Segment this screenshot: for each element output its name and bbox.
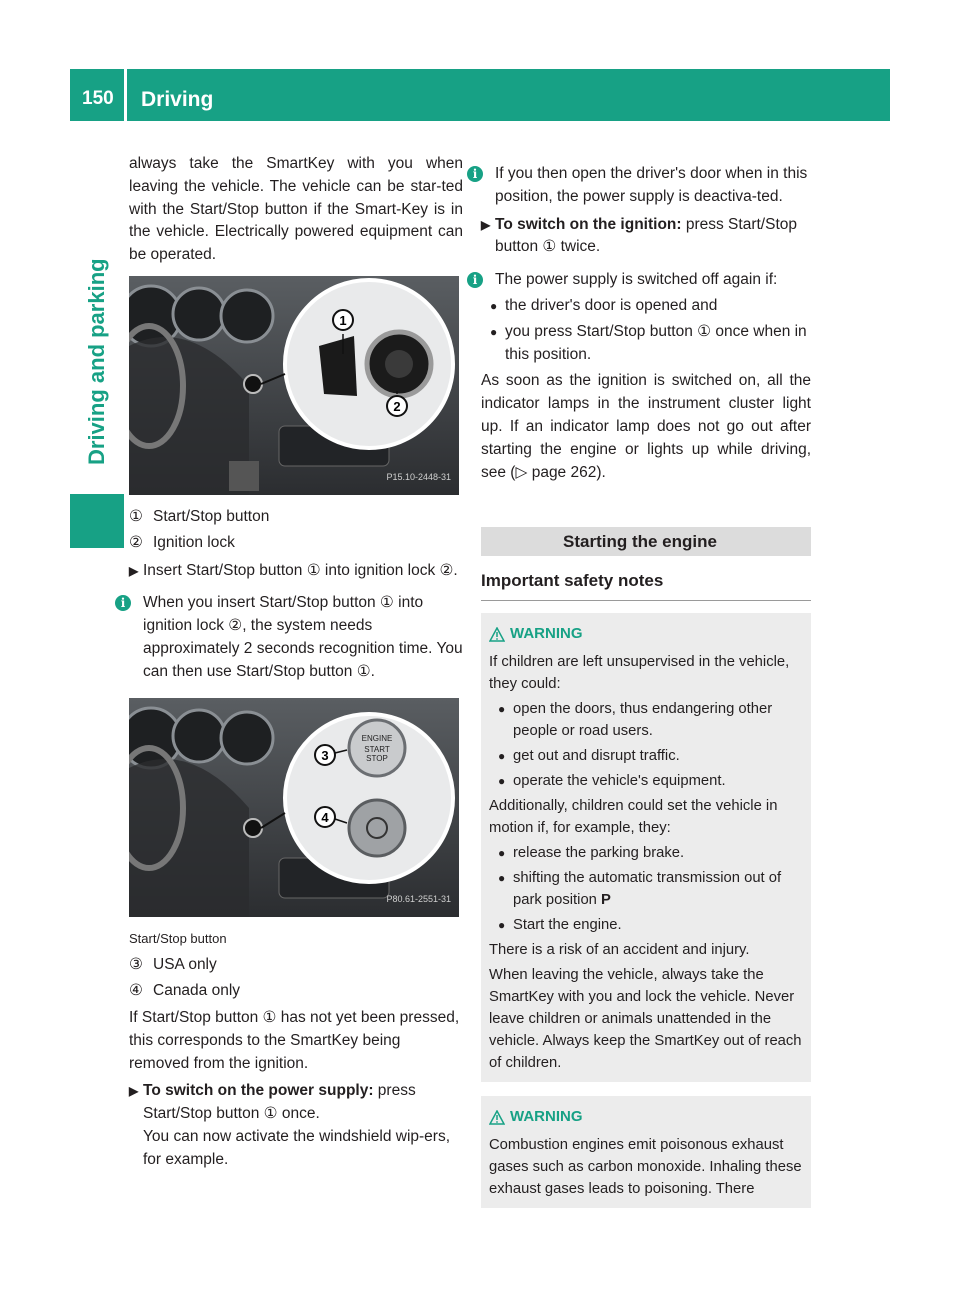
step-detail: You can now activate the windshield wip-ers, for example. [143, 1127, 451, 1168]
svg-text:3: 3 [321, 747, 329, 763]
list-item: ● shifting the automatic transmission out of park position P [489, 867, 803, 911]
info-icon: i [467, 272, 483, 288]
instruction-step: ▶ Insert Start/Stop button ① into ignition lock ②. [129, 560, 463, 583]
bullet-icon: ● [498, 870, 506, 885]
legend-item: ④ Canada only [129, 982, 241, 1000]
info-icon: i [115, 595, 131, 611]
body-paragraph: As soon as the ignition is switched on, all the indicator lamps in the instrument cluster light up. If an indicator lamp does not go out after starting the engine or lights up while driving, see (▷ page 262). [481, 372, 811, 481]
bullet-icon: ● [498, 773, 506, 788]
svg-text:START: START [364, 744, 390, 754]
svg-text:2: 2 [393, 398, 401, 414]
figure-code: P15.10-2448-31 [386, 472, 451, 483]
header-divider [124, 69, 127, 121]
list-item: ● Start the engine. [489, 914, 803, 936]
figure-ignition-lock [129, 276, 459, 495]
warning-box [481, 613, 811, 1082]
warning-text: Combustion engines emit poisonous exhaust gases such as carbon monoxide. Inhaling these exhaust gases leads to poisoning. There [489, 1136, 802, 1197]
svg-text:STOP: STOP [366, 753, 388, 763]
list-item: ● operate the vehicle's equipment. [489, 770, 803, 792]
list-item: ● the driver's door is opened and [481, 295, 811, 318]
subsection-heading: Important safety notes [481, 570, 811, 601]
start-stop-illustration [129, 698, 459, 917]
bullet-icon: ● [490, 324, 498, 339]
bullet-icon: ● [490, 298, 498, 313]
info-icon: i [467, 166, 483, 182]
legend-item: ② Ignition lock [129, 533, 235, 551]
step-arrow-icon: ▶ [129, 1084, 139, 1099]
warning-text: There is a risk of an accident and injury. [489, 941, 750, 958]
step-arrow-icon: ▶ [481, 217, 491, 232]
info-note: i The power supply is switched off again if: [481, 269, 811, 292]
bullet-icon: ● [498, 917, 506, 932]
warning-text: When leaving the vehicle, always take the SmartKey with you and lock the vehicle. Never leave children or animals unattended in the vehicle. Always keep the SmartKey out of reach of children. [489, 966, 802, 1071]
ignition-lock-illustration [129, 276, 459, 495]
warning-title: WARNING [489, 623, 803, 646]
chapter-title: Driving [141, 88, 214, 111]
intro-paragraph: always take the SmartKey with you when leaving the vehicle. The vehicle can be star-ted with the Start/Stop button if the Smart-Key is in the vehicle. Electrically powered equipment can be operated. [129, 155, 463, 264]
body-paragraph: If Start/Stop button ① has not yet been pressed, this corresponds to the SmartKey being removed from the ignition. [129, 1008, 460, 1072]
right-column [472, 153, 811, 1208]
bullet-icon: ● [498, 845, 506, 860]
list-item: ● release the parking brake. [489, 842, 803, 864]
step-arrow-icon: ▶ [129, 563, 139, 578]
section-heading: Starting the engine [481, 527, 811, 556]
left-column [120, 153, 463, 1172]
legend-item: ① Start/Stop button [129, 507, 270, 525]
page-ref-arrow-icon: ▷ [515, 463, 528, 481]
warning-triangle-icon [489, 1110, 505, 1125]
page-number: 150 [82, 88, 114, 109]
bullet-icon: ● [498, 748, 506, 763]
svg-text:ENGINE: ENGINE [361, 733, 393, 743]
info-note: i If you then open the driver's door when in this position, the power supply is deactiva-ted. [481, 163, 811, 209]
sidebar-tab-block [70, 494, 124, 548]
svg-text:1: 1 [339, 312, 347, 328]
list-item: ● you press Start/Stop button ① once when in this position. [490, 322, 807, 363]
info-note: i When you insert Start/Stop button ① into ignition lock ②, the system needs approximately 2 seconds recognition time. You can then use Start/Stop button ①. [129, 592, 463, 683]
svg-text:4: 4 [321, 809, 329, 825]
sidebar-chapter-label: Driving and parking [84, 258, 109, 465]
instruction-step: ▶ To switch on the power supply: press Start/Stop button ① once. [129, 1082, 416, 1123]
bullet-icon: ● [498, 701, 506, 716]
figure-start-stop-button [129, 698, 459, 917]
warning-text: Additionally, children could set the vehicle in motion if, for example, they: [489, 797, 778, 836]
warning-title: WARNING [489, 1106, 803, 1129]
warning-triangle-icon [489, 627, 505, 642]
warning-text: If children are left unsupervised in the vehicle, they could: [489, 653, 790, 692]
instruction-step: ▶ To switch on the ignition: press Start/Stop button ① twice. [481, 215, 797, 256]
figure-code: P80.61-2551-31 [386, 893, 451, 904]
list-item: ● open the doors, thus endangering other people or road users. [489, 698, 803, 742]
legend-item: ③ USA only [129, 956, 217, 974]
warning-box [481, 1096, 811, 1208]
list-item: ● get out and disrupt traffic. [489, 745, 803, 767]
figure-caption: Start/Stop button [129, 930, 227, 946]
